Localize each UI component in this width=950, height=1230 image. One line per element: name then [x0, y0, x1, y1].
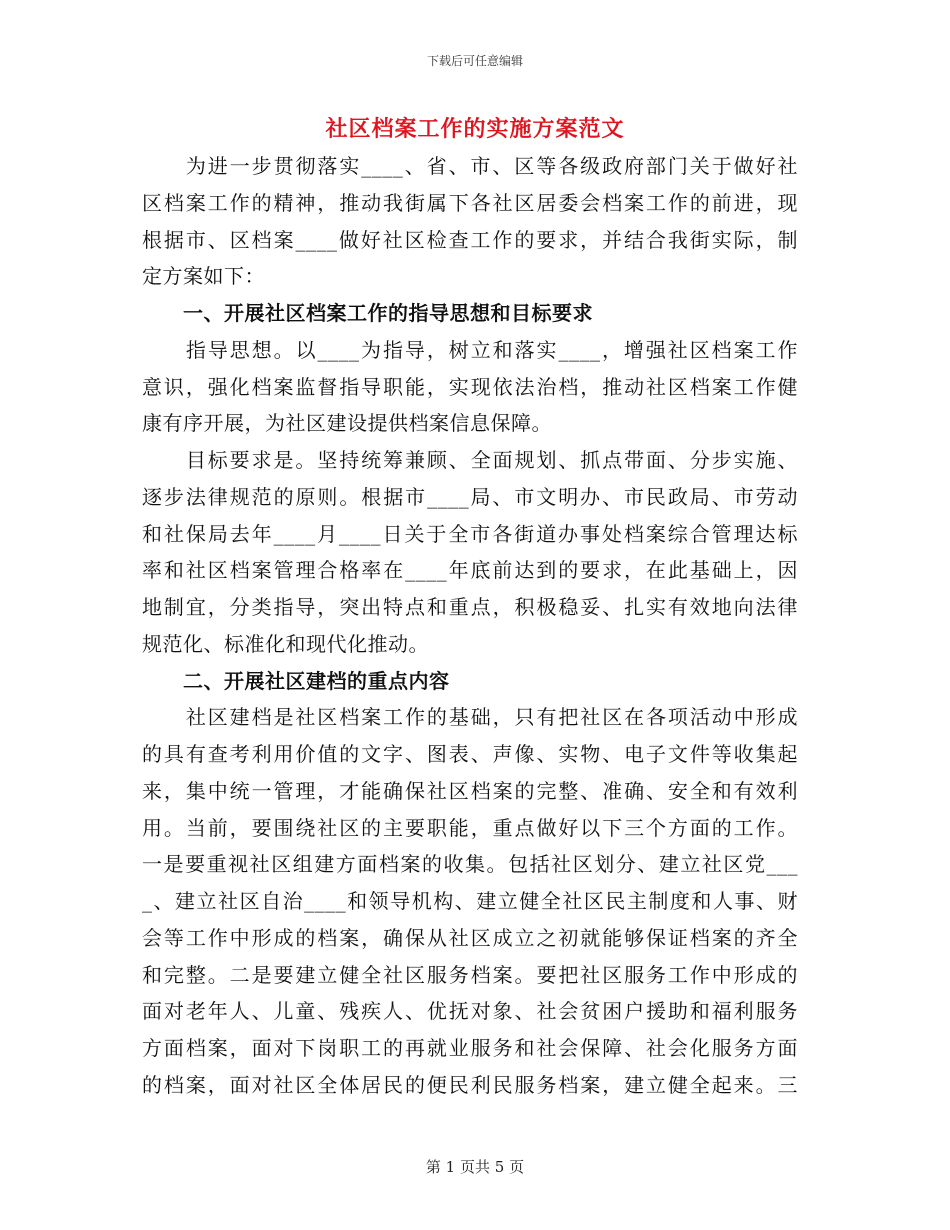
section-heading-1: 一、开展社区档案工作的指导思想和目标要求 — [142, 301, 593, 325]
body-line: 社区建档是社区档案工作的基础，只有把社区在各项活动中形成 — [142, 705, 798, 730]
body-line: 来，集中统一管理，才能确保社区档案的完整、准确、安全和有效利 — [142, 778, 798, 803]
body-line: 定方案如下： — [142, 264, 265, 289]
document-title: 社区档案工作的实施方案范文 — [325, 116, 625, 142]
body-line: 和完整。二是要建立健全社区服务档案。要把社区服务工作中形成的 — [142, 962, 798, 987]
body-line: 用。当前，要围绕社区的主要职能，重点做好以下三个方面的工作。 — [142, 815, 798, 840]
body-line: 会等工作中形成的档案，确保从社区成立之初就能够保证档案的齐全 — [142, 925, 798, 950]
body-line: 目标要求是。坚持统筹兼顾、全面规划、抓点带面、分步实施、 — [142, 448, 798, 472]
body-line: 为进一步贯彻落实____、省、市、区等各级政府部门关于做好社 — [142, 154, 798, 178]
body-line: 面对老年人、儿童、残疾人、优抚对象、社会贫困户援助和福利服务 — [142, 999, 798, 1024]
body-line: 和社保局去年____月____日关于全市各街道办事处档案综合管理达标 — [142, 521, 798, 546]
body-line: _、建立社区自治____和领导机构、建立健全社区民主制度和人事、财 — [142, 889, 798, 913]
body-line: 方面档案，面对下岗职工的再就业服务和社会保障、社会化服务方面 — [142, 1036, 798, 1060]
body-line: 根据市、区档案____做好社区检查工作的要求，并结合我街实际，制 — [142, 227, 798, 252]
body-line: 指导思想。以____为指导，树立和落实____，增强社区档案工作 — [142, 337, 798, 362]
body-line: 的档案，面对社区全体居民的便民利民服务档案，建立健全起来。三 — [142, 1072, 798, 1097]
body-line: 的具有查考利用价值的文字、图表、声像、实物、电子文件等收集起 — [142, 742, 798, 766]
body-line: 逐步法律规范的原则。根据市____局、市文明办、市民政局、市劳动 — [142, 484, 798, 509]
body-line: 康有序开展，为社区建设提供档案信息保障。 — [142, 411, 552, 436]
body-line: 率和社区档案管理合格率在____年底前达到的要求，在此基础上，因 — [142, 558, 798, 583]
body-line: 区档案工作的精神，推动我街属下各社区居委会档案工作的前进，现 — [142, 190, 798, 215]
body-line: 一是要重视社区组建方面档案的收集。包括社区划分、建立社区党___ — [142, 852, 798, 877]
page-number: 第 1 页共 5 页 — [425, 1158, 525, 1176]
document-body — [142, 148, 798, 1104]
body-line: 地制宜，分类指导，突出特点和重点，积极稳妥、扎实有效地向法律 — [142, 595, 798, 619]
body-line: 规范化、标准化和现代化推动。 — [142, 631, 429, 656]
section-heading-2: 二、开展社区建档的重点内容 — [142, 668, 450, 693]
page-header-note: 下载后可任意编辑 — [426, 54, 523, 68]
body-line: 意识，强化档案监督指导职能，实现依法治档，推动社区档案工作健 — [142, 374, 798, 399]
